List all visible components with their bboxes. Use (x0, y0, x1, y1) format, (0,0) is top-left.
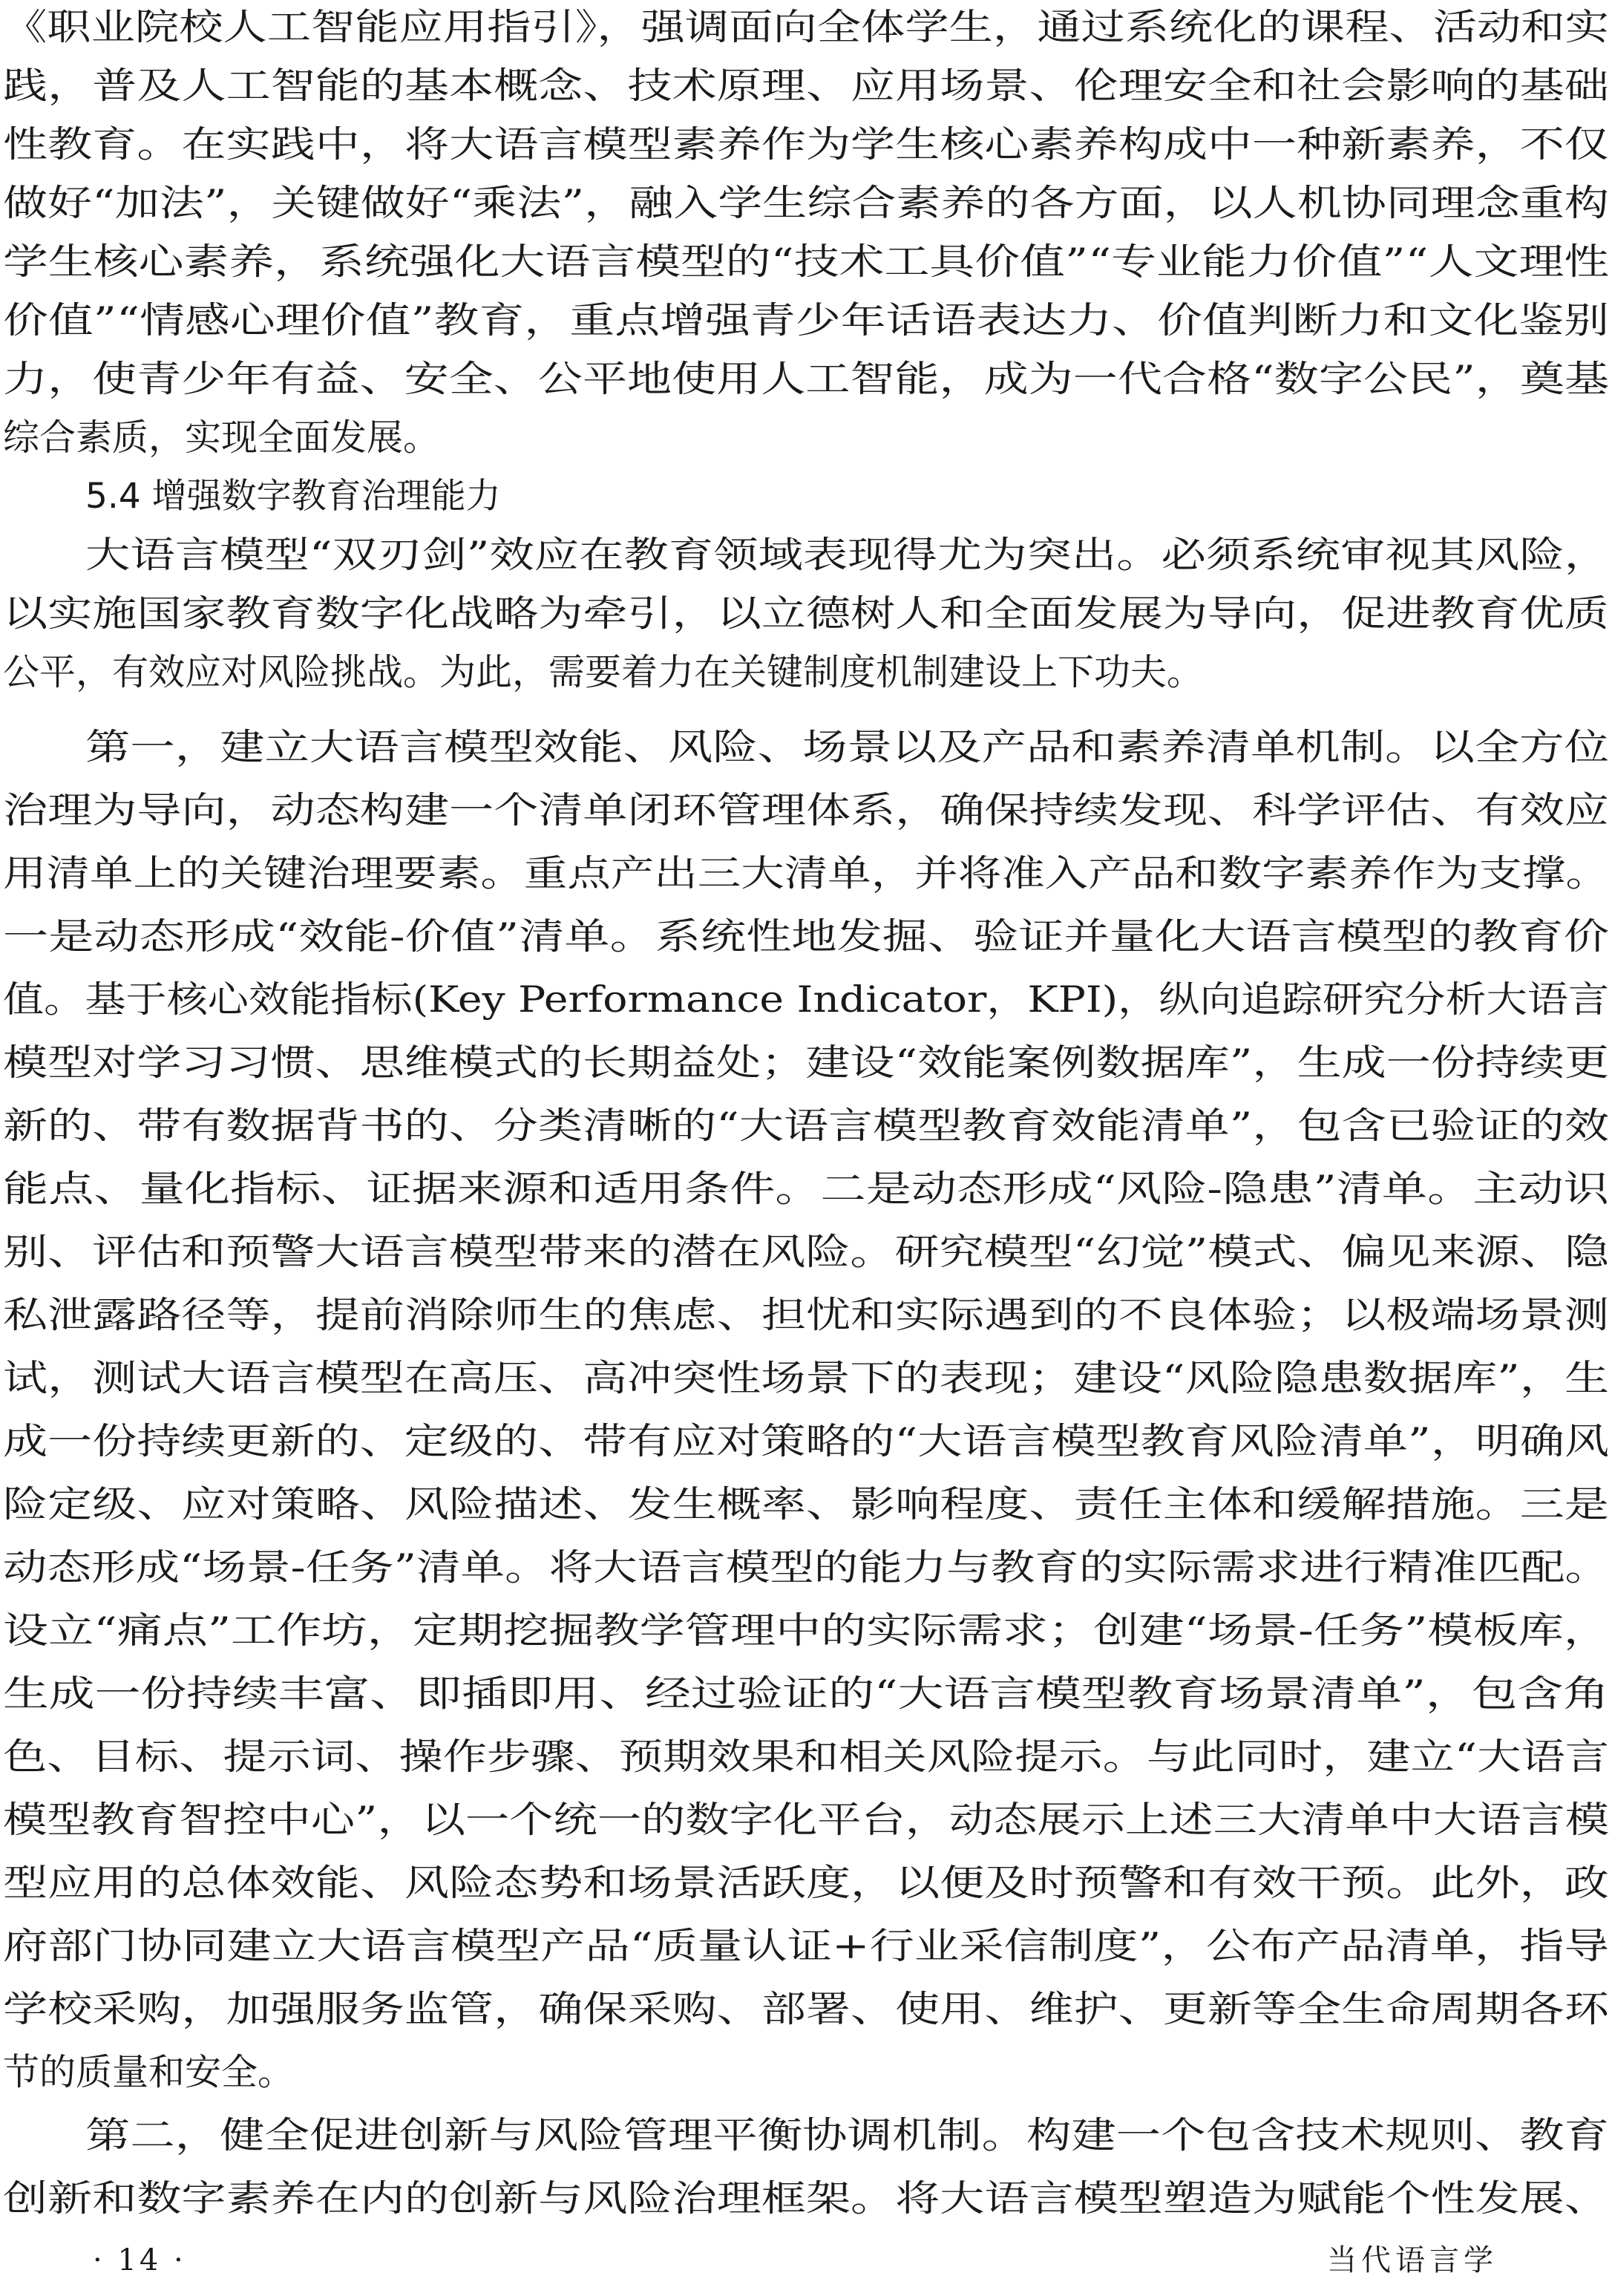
section-heading (0, 469, 1612, 524)
line-text: 学校采购，加强服务监管，确保采购、部署、使用、维护、更新等全生命周期各环 (3, 1988, 1609, 2030)
line-text: 做好“加法”，关键做好“乘法”，融入学生综合素养的各方面，以人机协同理念重构 (3, 182, 1609, 224)
text-line (0, 235, 1612, 290)
journal-name: 当代语言学 (1327, 2243, 1498, 2277)
line-text: 模型对学习习惯、思维模式的长期益处；建设“效能案例数据库”，生成一份持续更 (3, 1041, 1610, 1084)
line-text: 设立“痛点”工作坊，定期挖掘教学管理中的实际需求；创建“场景-任务”模板库， (3, 1609, 1610, 1652)
line-text: 能点、量化指标、证据来源和适用条件。二是动态形成“风险-隐患”清单。主动识 (3, 1168, 1609, 1210)
line-text: 新的、带有数据背书的、分类清晰的“大语言模型教育效能清单”，包含已验证的效 (3, 1105, 1610, 1147)
text-line (0, 1856, 1612, 1911)
line-text: 第二，健全促进创新与风险管理平衡协调机制。构建一个包含技术规则、教育 (85, 2114, 1610, 2156)
text-line (0, 972, 1612, 1027)
line-text: 综合素质，实现全面发展。 (3, 416, 440, 459)
text-line (0, 352, 1612, 407)
line-text: 公平，有效应对风险挑战。为此，需要着力在关键制度机制建设上下功夫。 (3, 651, 1204, 693)
line-text: 践，普及人工智能的基本概念、技术原理、应用场景、伦理安全和社会影响的基础 (3, 65, 1609, 107)
line-text: 价值”“情感心理价值”教育，重点增强青少年话语表达力、价值判断力和文化鉴别 (3, 299, 1610, 341)
line-text: 险定级、应对策略、风险描述、发生概率、影响程度、责任主体和缓解措施。三是 (3, 1483, 1609, 1525)
text-line (0, 846, 1612, 901)
text-line (0, 1225, 1612, 1280)
line-text: 第一，建立大语言模型效能、风险、场景以及产品和素养清单机制。以全方位 (85, 726, 1610, 768)
line-text: 力，使青少年有益、安全、公平地使用人工智能，成为一代合格“数字公民”，奠基 (3, 358, 1610, 400)
text-line (0, 2171, 1612, 2226)
text-line (0, 411, 1612, 465)
text-line (0, 720, 1612, 775)
text-line (0, 1540, 1612, 1595)
page-number: · 14 · (93, 2243, 186, 2277)
section-heading-text: 5.4 增强数字教育治理能力 (85, 476, 501, 517)
line-text: 学生核心素养，系统强化大语言模型的“技术工具价值”“专业能力价值”“人文理性 (3, 241, 1610, 283)
text-line (0, 1414, 1612, 1469)
line-text: 值。基于核心效能指标(Key Performance Indicator，KPI)，纵向追踪研究分析大语言 (3, 978, 1610, 1021)
line-text: 府部门协同建立大语言模型产品“质量认证+行业采信制度”，公布产品清单，指导 (3, 1925, 1609, 1967)
text-line (0, 1982, 1612, 2037)
text-line (0, 293, 1612, 348)
text-line (0, 2108, 1612, 2163)
text-line (0, 528, 1612, 583)
line-text: 创新和数字素养在内的创新与风险治理框架。将大语言模型塑造为赋能个性发展、 (3, 2177, 1609, 2220)
text-line (0, 909, 1612, 964)
text-line (0, 645, 1612, 700)
text-line (0, 1162, 1612, 1217)
text-line (0, 1793, 1612, 1848)
line-text: 型应用的总体效能、风险态势和场景活跃度，以便及时预警和有效干预。此外，政 (3, 1862, 1609, 1904)
line-text: 试，测试大语言模型在高压、高冲突性场景下的表现；建设“风险隐患数据库”，生 (3, 1357, 1610, 1399)
text-line (0, 586, 1612, 641)
text-line (0, 1730, 1612, 1785)
line-text: 成一份持续更新的、定级的、带有应对策略的“大语言模型教育风险清单”，明确风 (3, 1420, 1610, 1462)
line-text: 节的质量和安全。 (3, 2051, 295, 2093)
line-text: 动态形成“场景-任务”清单。将大语言模型的能力与教育的实际需求进行精准匹配。 (3, 1546, 1610, 1589)
line-text: 色、目标、提示词、操作步骤、预期效果和相关风险提示。与此同时，建立“大语言 (3, 1736, 1610, 1778)
text-line (0, 0, 1612, 55)
text-line (0, 2045, 1612, 2100)
text-line (0, 1036, 1612, 1090)
line-text: 《职业院校人工智能应用指引》，强调面向全体学生，通过系统化的课程、活动和实 (3, 6, 1609, 48)
line-text: 一是动态形成“效能-价值”清单。系统性地发掘、验证并量化大语言模型的教育价 (3, 915, 1609, 958)
line-text: 生成一份持续丰富、即插即用、经过验证的“大语言模型教育场景清单”，包含角 (3, 1672, 1610, 1715)
line-text: 用清单上的关键治理要素。重点产出三大清单，并将准入产品和数字素养作为支撑。 (3, 852, 1610, 894)
line-text: 以实施国家教育数字化战略为牵引，以立德树人和全面发展为导向，促进教育优质 (3, 592, 1609, 635)
text-line (0, 1919, 1612, 1974)
line-text: 模型教育智控中心”，以一个统一的数字化平台，动态展示上述三大清单中大语言模 (3, 1799, 1610, 1841)
text-line (0, 1351, 1612, 1406)
line-text: 私泄露路径等，提前消除师生的焦虑、担忧和实际遇到的不良体验；以极端场景测 (3, 1294, 1609, 1336)
text-line (0, 117, 1612, 172)
line-text: 性教育。在实践中，将大语言模型素养作为学生核心素养构成中一种新素养，不仅 (3, 123, 1609, 166)
text-line (0, 59, 1612, 114)
text-line (0, 1288, 1612, 1343)
line-text: 治理为导向，动态构建一个清单闭环管理体系，确保持续发现、科学评估、有效应 (3, 789, 1609, 831)
text-line (0, 1477, 1612, 1532)
line-text: 大语言模型“双刃剑”效应在教育领域表现得尤为突出。必须系统审视其风险， (85, 534, 1610, 576)
text-line (0, 176, 1612, 231)
line-text: 别、评估和预警大语言模型带来的潜在风险。研究模型“幻觉”模式、偏见来源、隐 (3, 1231, 1610, 1273)
text-line (0, 1603, 1612, 1658)
text-line (0, 783, 1612, 838)
text-line (0, 1099, 1612, 1154)
text-line (0, 1667, 1612, 1721)
